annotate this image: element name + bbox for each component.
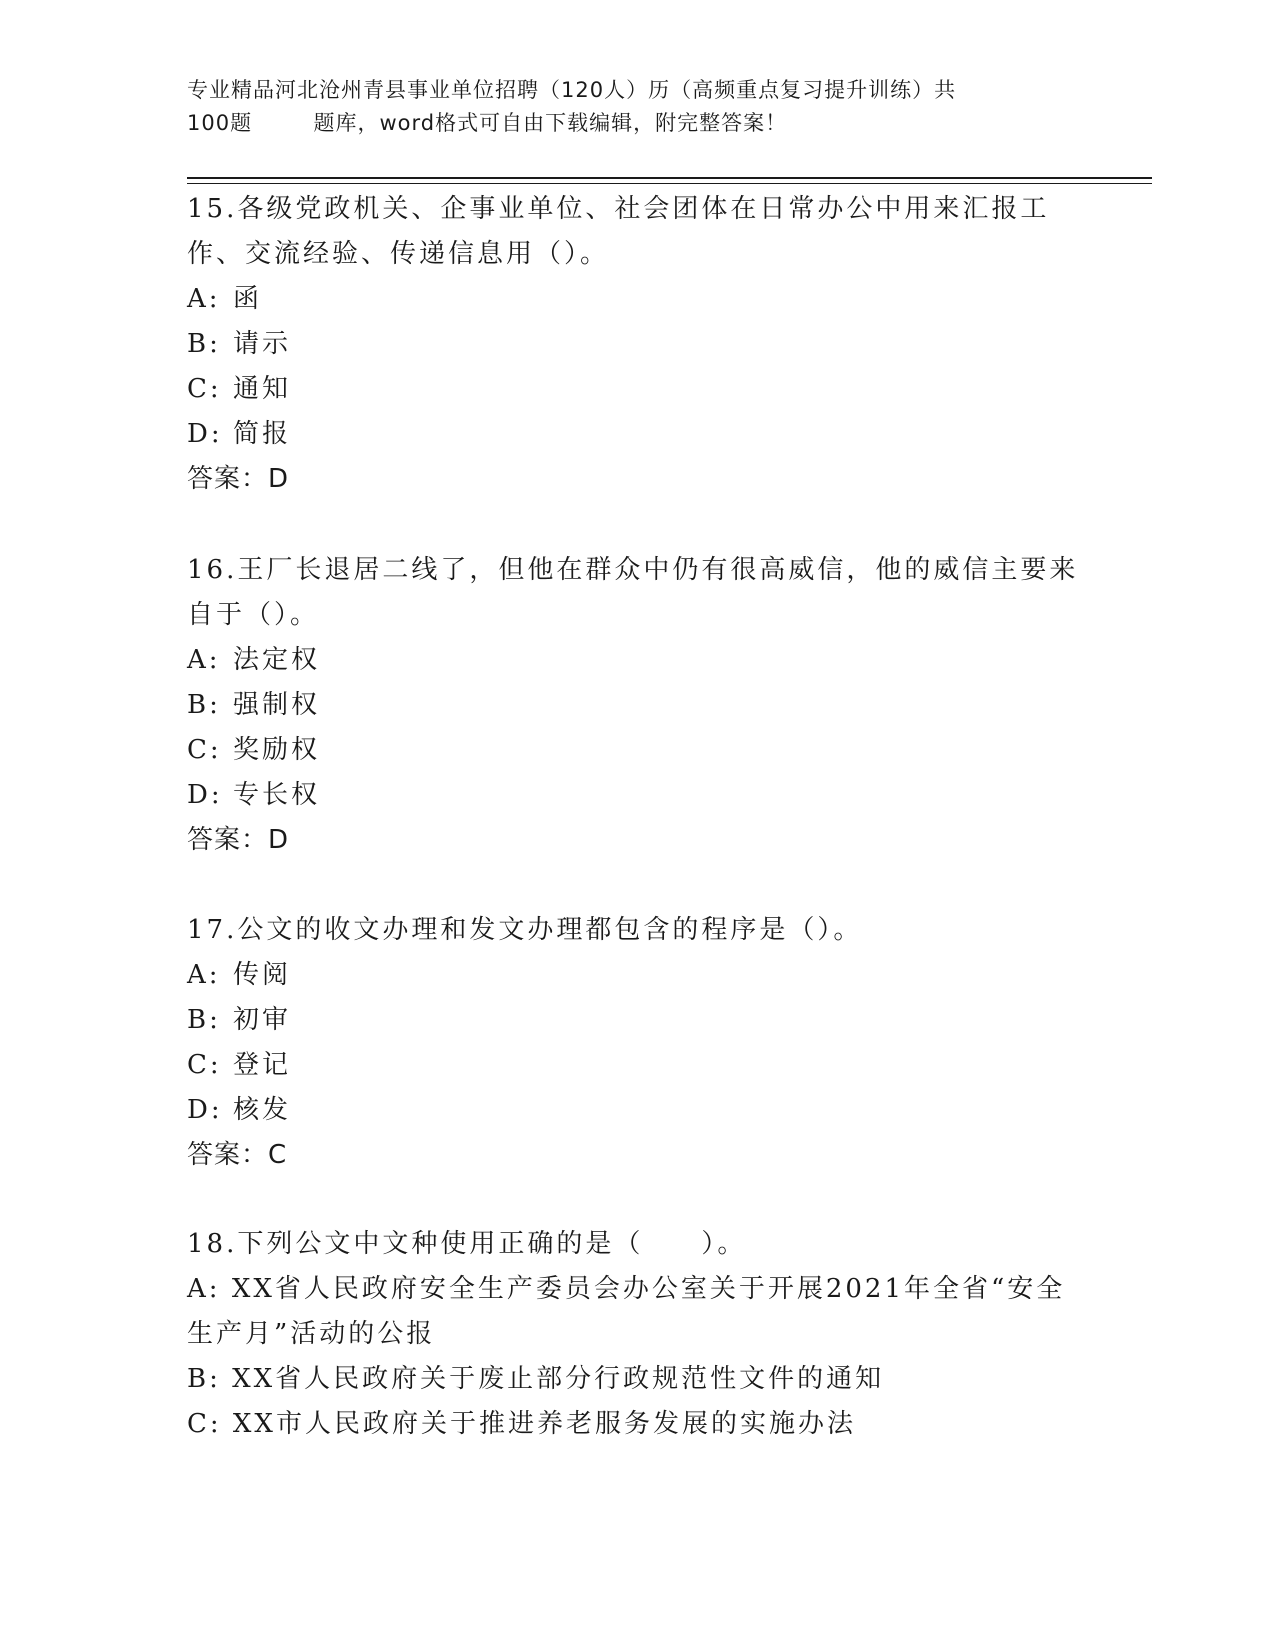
option-text: 核发 [233, 1095, 292, 1125]
option-c [187, 728, 1087, 773]
option-a [187, 277, 1087, 322]
document-header [187, 74, 1087, 140]
option-c [187, 367, 1087, 412]
question-stem: 18.下列公文中文种使用正确的是（ ）。 [187, 1229, 747, 1259]
header-line-2: 100题 题库，word格式可自由下载编辑，附完整答案！ [187, 111, 788, 135]
option-key: D: [187, 780, 223, 810]
option-a [187, 1267, 1087, 1357]
option-text: XX省人民政府安全生产委员会办公室关于开展2021年全省“安全生产月”活动的公报 [187, 1274, 1066, 1349]
option-key: C: [187, 374, 222, 404]
question-17 [187, 908, 1087, 1178]
option-text: 简报 [233, 419, 292, 449]
option-b [187, 1357, 1087, 1402]
option-key: D: [187, 1095, 223, 1125]
option-key: C: [187, 735, 222, 765]
option-key: B: [187, 690, 221, 720]
option-key: A: [187, 645, 221, 675]
answer: 答案：C [187, 1140, 288, 1170]
option-b [187, 683, 1087, 728]
question-stem: 16.王厂长退居二线了，但他在群众中仍有很高威信，他的威信主要来自于（）。 [187, 555, 1079, 630]
option-text: 法定权 [233, 645, 321, 675]
option-d [187, 773, 1087, 818]
option-d [187, 412, 1087, 457]
option-c [187, 1043, 1087, 1088]
option-text: 专长权 [233, 780, 321, 810]
option-text: 强制权 [233, 690, 321, 720]
option-b [187, 998, 1087, 1043]
option-text: 函 [233, 284, 263, 314]
header-rule-thin [187, 183, 1152, 184]
option-key: B: [187, 1364, 221, 1394]
answer: 答案：D [187, 825, 290, 855]
option-text: 初审 [233, 1005, 292, 1035]
question-16 [187, 548, 1087, 863]
option-key: A: [187, 284, 221, 314]
option-text: XX市人民政府关于推进养老服务发展的实施办法 [232, 1409, 856, 1439]
option-text: 奖励权 [233, 735, 321, 765]
option-key: A: [187, 1274, 221, 1304]
option-key: A: [187, 960, 221, 990]
option-key: C: [187, 1050, 222, 1080]
header-line-1: 专业精品河北沧州青县事业单位招聘（120人）历（高频重点复习提升训练）共 [187, 78, 957, 102]
option-key: B: [187, 329, 221, 359]
option-key: D: [187, 419, 223, 449]
question-18 [187, 1222, 1087, 1447]
option-d [187, 1088, 1087, 1133]
option-text: 登记 [233, 1050, 292, 1080]
question-stem: 15.各级党政机关、企事业单位、社会团体在日常办公中用来汇报工作、交流经验、传递信息用（）。 [187, 194, 1050, 269]
option-text: 请示 [233, 329, 292, 359]
option-b [187, 322, 1087, 367]
option-key: B: [187, 1005, 221, 1035]
answer: 答案：D [187, 464, 290, 494]
option-key: C: [187, 1409, 222, 1439]
option-text: 通知 [233, 374, 292, 404]
header-rule-thick [187, 177, 1152, 179]
option-a [187, 953, 1087, 998]
option-text: XX省人民政府关于废止部分行政规范性文件的通知 [232, 1364, 885, 1394]
option-a [187, 638, 1087, 683]
question-stem: 17.公文的收文办理和发文办理都包含的程序是（）。 [187, 915, 863, 945]
question-15 [187, 187, 1087, 502]
option-text: 传阅 [233, 960, 292, 990]
option-c [187, 1402, 1087, 1447]
